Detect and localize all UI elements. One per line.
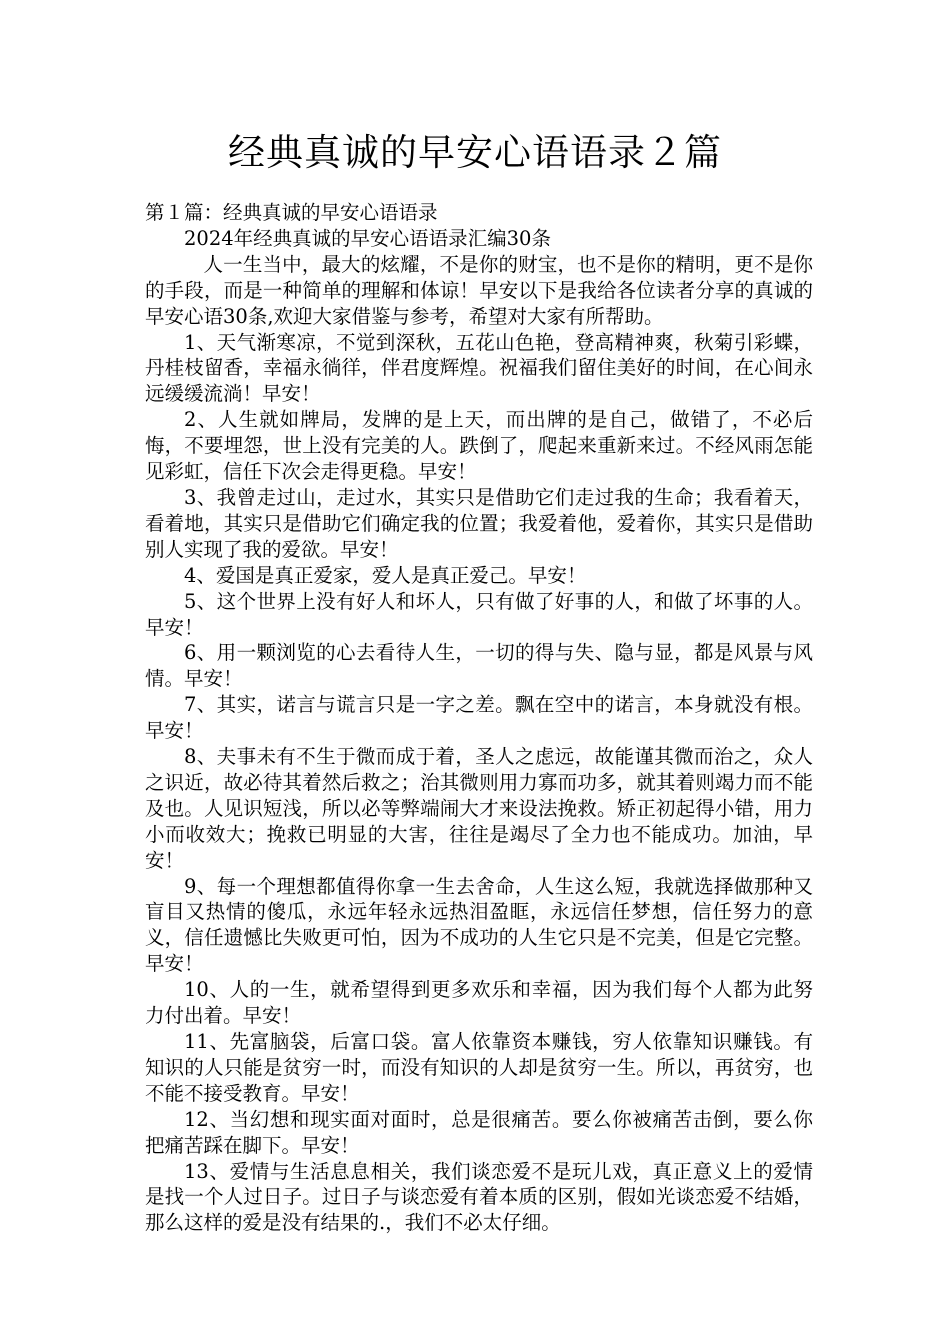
quote-paragraph: 8、夫事未有不生于微而成于着，圣人之虑远，故能谨其微而治之，众人之识近，故必待其着然后救之；治其微则用力寡而功多，就其着则竭力而不能及也。人见识短浅，所以必等弊端闹大才来设法挽救。矫正初起得小错，用力小而收效大；挽救已明显的大害，往往是竭尽了全力也不能成功。加油，早安！ [145,745,813,872]
document-title: 经典真诚的早安心语语录２篇 [228,131,722,174]
subtitle: 2024年经典真诚的早安心语语录汇编30条 [184,226,551,250]
quote-paragraph: 1、天气渐寒凉，不觉到深秋，五花山色艳，登高精神爽，秋菊引彩蝶，丹桂枝留香，幸福永徜徉，伴君度辉煌。祝福我们留住美好的时间，在心间永远缓缓流淌！早安！ [145,330,813,406]
quote-paragraph: 2、人生就如牌局，发牌的是上天，而出牌的是自己，做错了，不必后悔，不要埋怨，世上没有完美的人。跌倒了，爬起来重新来过。不经风雨怎能见彩虹，信任下次会走得更稳。早安！ [145,408,813,484]
quote-paragraph: 10、人的一生，就希望得到更多欢乐和幸福，因为我们每个人都为此努力付出着。早安！ [145,978,813,1028]
quote-paragraph: 11、先富脑袋，后富口袋。富人依靠资本赚钱，穷人依靠知识赚钱。有知识的人只能是贫穷一时，而没有知识的人却是贫穷一生。所以，再贫穷，也不能不接受教育。早安！ [145,1030,813,1105]
section-heading: 第１篇：经典真诚的早安心语语录 [145,201,438,224]
document-body [145,200,813,1236]
intro-paragraph: 人一生当中，最大的炫耀，不是你的财宝，也不是你的精明，更不是你的手段，而是一种简单的理解和体谅！早安以下是我给各位读者分享的真诚的早安心语30条,欢迎大家借鉴与参考，希望对大家有所帮助。 [145,252,813,328]
quote-paragraph: 5、这个世界上没有好人和坏人，只有做了好事的人，和做了坏事的人。早安！ [145,589,813,639]
quote-paragraph: 4、爱国是真正爱家，爱人是真正爱己。早安！ [184,563,587,587]
quote-paragraph: 13、爱情与生活息息相关，我们谈恋爱不是玩儿戏，真正意义上的爱情是找一个人过日子。过日子与谈恋爱有着本质的区别，假如光谈恋爱不结婚，那么这样的爱是没有结果的.，我们不必太仔细。 [145,1159,813,1235]
quote-paragraph: 6、用一颗浏览的心去看待人生，一切的得与失、隐与显，都是风景与风情。早安！ [145,641,813,691]
quote-paragraph: 3、我曾走过山，走过水，其实只是借助它们走过我的生命；我看着天，看着地，其实只是借助它们确定我的位置；我爱着他，爱着你，其实只是借助别人实现了我的爱欲。早安！ [145,485,813,561]
quote-paragraph: 7、其实，诺言与谎言只是一字之差。飘在空中的诺言，本身就没有根。早安！ [145,693,813,743]
quote-paragraph: 12、当幻想和现实面对面时，总是很痛苦。要么你被痛苦击倒，要么你把痛苦踩在脚下。早安！ [145,1107,813,1157]
quote-paragraph: 9、每一个理想都值得你拿一生去舍命，人生这么短，我就选择做那种又盲目又热情的傻瓜，永远年轻永远热泪盈眶，永远信任梦想，信任努力的意义，信任遗憾比失败更可怕，因为不成功的人生它只是不完美，但是它完整。早安！ [145,874,813,976]
